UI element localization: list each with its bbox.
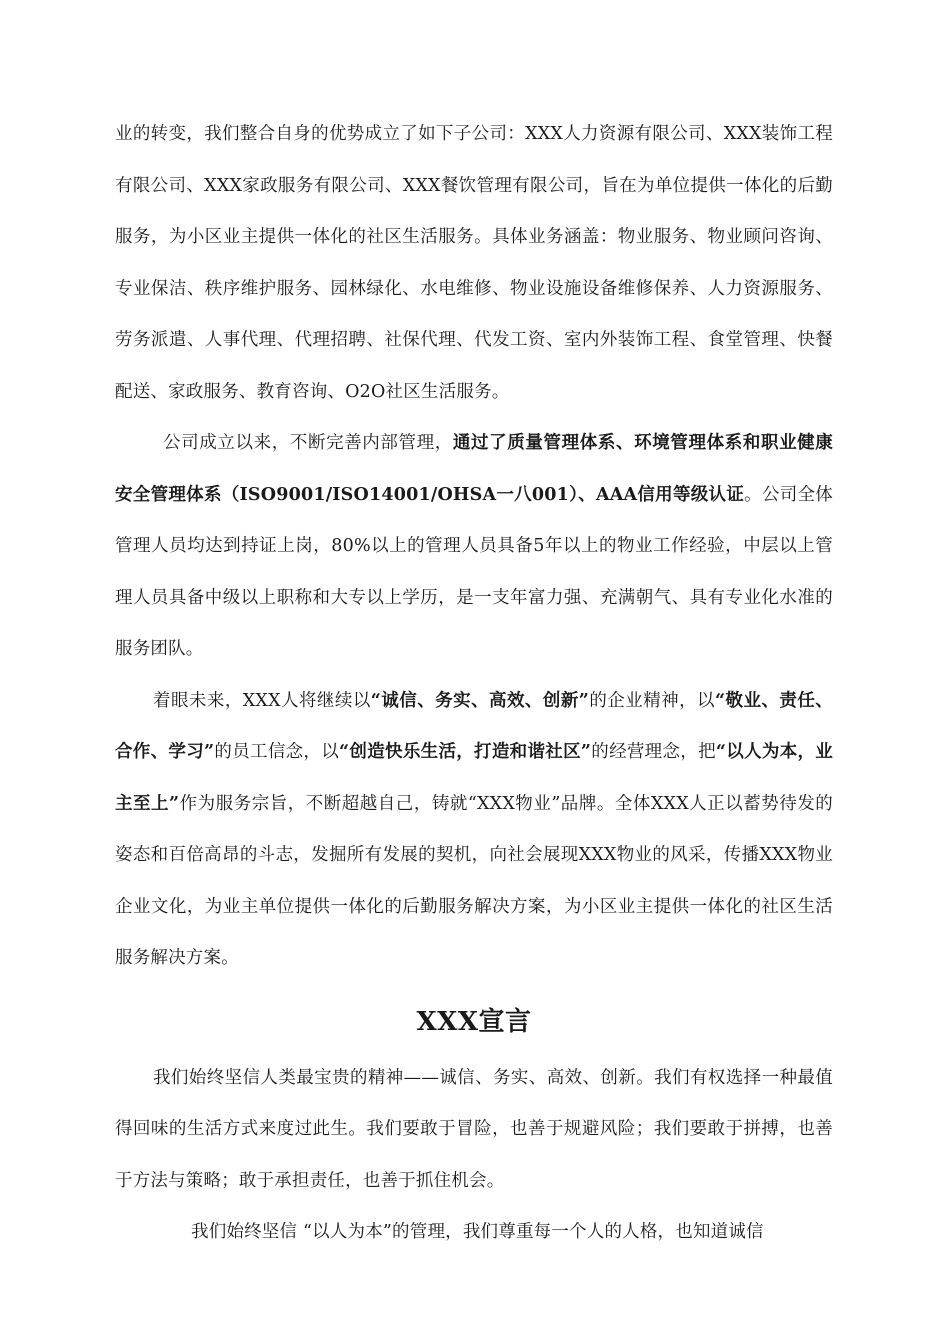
business-philosophy-emphasis: “创造快乐生活，打造和谐社区” <box>339 742 592 762</box>
future-text-3: 的员工信念，以 <box>214 742 340 762</box>
certification-emphasis: 通过了质量管理体系、环境管理体系和职业健康安全管理体系（ISO9001/ISO14001/OHSA一八001）、AAA信用等级认证 <box>115 433 834 505</box>
management-detail-text: 。公司全体管理人员均达到持证上岗，80%以上的管理人员具备5年以上的物业工作经验，中层以上管理人员具备中级以上职称和大专以上学历，是一支年富力强、充满朝气、具有专业化水准的服务团队。 <box>115 484 833 659</box>
paragraph-declaration-1: 我们始终坚信人类最宝贵的精神——诚信、务实、高效、创新。我们有权选择一种最值得回味的生活方式来度过此生。我们要敢于冒险，也善于规避风险；我们要敢于拼搏，也善于方法与策略；敢于承担责任，也善于抓住机会。 <box>115 1067 833 1191</box>
paragraph-future <box>115 676 833 985</box>
paragraph-management <box>115 418 833 676</box>
future-text-5: 作为服务宗旨，不断超越自己，铸就“XXX物业”品牌。全体XXX人正以蓄势待发的姿态和百倍高昂的斗志，发掘所有发展的契机，向社会展现XXX物业的风采，传播XXX物业企业文化，为业主单位提供一体化的后勤服务解决方案，为小区业主提供一体化的社区生活服务解决方案。 <box>115 793 833 968</box>
paragraph-declaration-2: 我们始终坚信 “以人为本”的管理，我们尊重每一个人的人格，也知道诚信 <box>191 1222 764 1242</box>
future-text-2: 的企业精神，以 <box>589 690 716 711</box>
management-intro-text: 公司成立以来，不断完善内部管理， <box>163 433 453 453</box>
future-text-4: 的经营理念，把 <box>591 742 716 762</box>
future-text-1: 着眼未来，XXX人将继续以 <box>153 690 371 711</box>
declaration-heading: XXX宣言 <box>416 1006 532 1037</box>
staff-belief-emphasis: “敬业、责任、合作、学习” <box>115 690 834 762</box>
paragraph-subsidiaries: 业的转变，我们整合自身的优势成立了如下子公司：XXX人力资源有限公司、XXX装饰工程有限公司、XXX家政服务有限公司、XXX餐饮管理有限公司，旨在为单位提供一体化的后勤服务，为小区业主提供一体化的社区生活服务。具体业务涵盖：物业服务、物业顾问咨询、专业保洁、秩序维护服务、园林绿化、水电维修、物业设施设备维修保养、人力资源服务、劳务派遣、人事代理、代理招聘、社保代理、代发工资、室内外装饰工程、食堂管理、快餐配送、家政服务、教育咨询、O2O社区生活服务。 <box>115 124 833 402</box>
document-page <box>115 109 833 1259</box>
enterprise-spirit-emphasis: “诚信、务实、高效、创新” <box>370 690 590 711</box>
service-tenet-emphasis: “以人为本，业主至上” <box>115 742 834 814</box>
